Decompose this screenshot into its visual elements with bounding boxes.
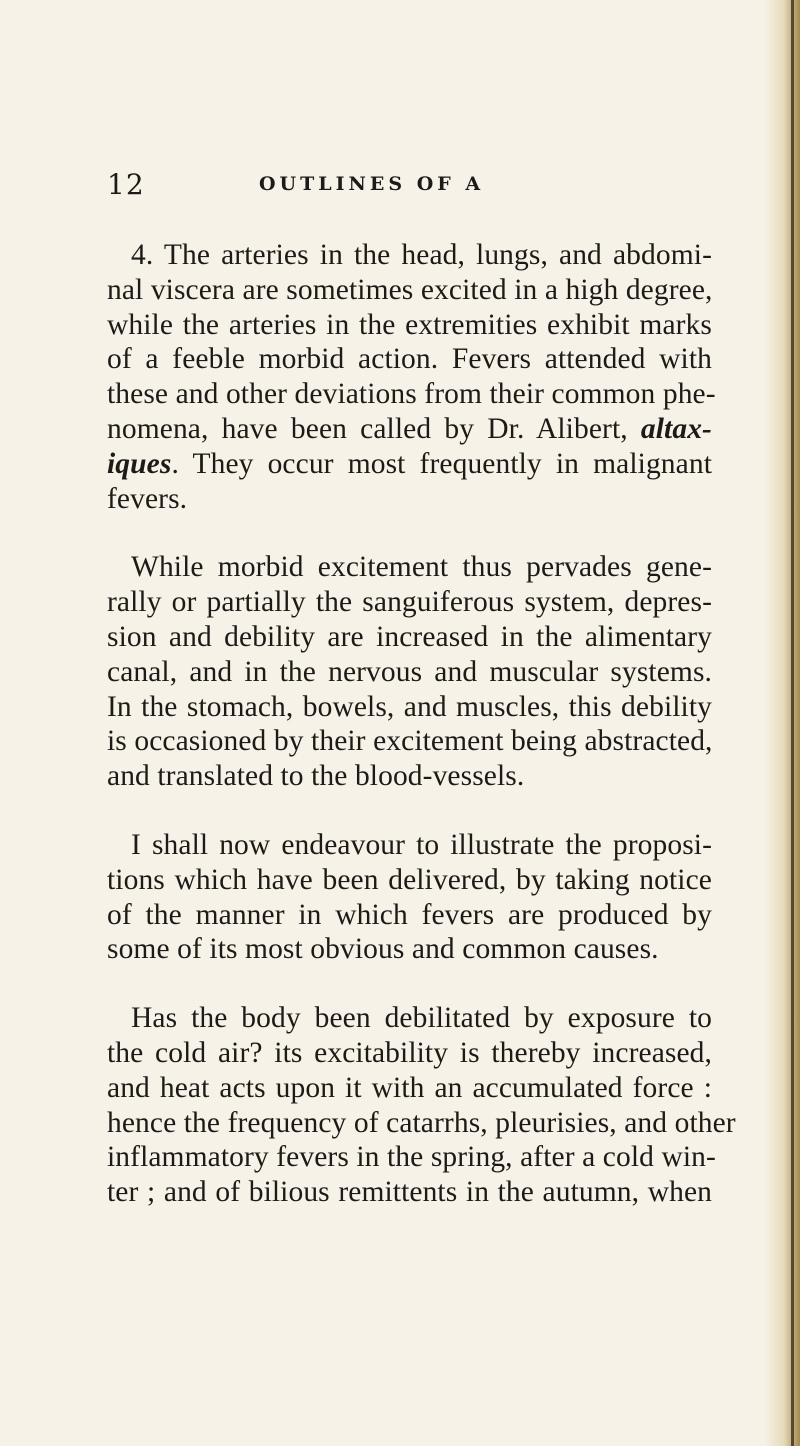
text-line: and heat acts upon it with an accumulated force : — [107, 1071, 712, 1104]
text-line: Has the body been debilitated by exposure to — [131, 1002, 712, 1035]
page-header — [107, 168, 707, 208]
text-line: the cold air? its excitability is thereby increased, — [107, 1036, 712, 1069]
running-title: OUTLINES OF A — [259, 173, 485, 195]
text-fragment: . They occur most frequently in malignant — [171, 447, 712, 480]
paragraph-propositions — [107, 828, 712, 967]
text-line-with-italic — [107, 447, 712, 482]
paragraph-cold-air — [107, 1001, 736, 1210]
text-line: 4. The arteries in the head, lungs, and abdomi- — [131, 239, 712, 271]
text-line: fevers. — [107, 482, 188, 515]
text-line: some of its most obvious and common causes. — [107, 933, 659, 966]
italic-term: altax- — [640, 412, 712, 445]
text-line: I shall now endeavour to illustrate the proposi- — [131, 828, 712, 861]
text-line: nal viscera are sometimes excited in a high degree, — [107, 273, 713, 306]
page-edge-shadow — [764, 0, 800, 1446]
text-line: of a feeble morbid action. Fevers attended with — [107, 343, 712, 376]
italic-term: iques — [107, 447, 172, 480]
text-line: hence the frequency of catarrhs, pleurisies, and other — [107, 1106, 736, 1139]
text-line: while the arteries in the extremities exhibit marks — [107, 308, 712, 341]
text-fragment: nomena, have been called by Dr. Alibert, — [107, 412, 628, 445]
body-text — [107, 238, 736, 1244]
text-line: rally or partially the sanguiferous system, depres- — [107, 586, 712, 619]
text-line: canal, and in the nervous and muscular systems. — [107, 655, 712, 688]
text-line: and translated to the blood-vessels. — [107, 760, 525, 793]
text-line: is occasioned by their excitement being abstracted, — [107, 725, 713, 758]
page-number: 12 — [107, 168, 145, 201]
paragraph-arteries — [107, 238, 716, 516]
text-line: of the manner in which fevers are produced by — [107, 898, 712, 931]
text-line-with-italic — [107, 412, 712, 447]
text-line: inflammatory fevers in the spring, after a cold win- — [107, 1141, 716, 1174]
text-line: tions which have been delivered, by taking notice — [107, 863, 712, 896]
text-line: sion and debility are increased in the alimentary — [107, 620, 712, 653]
text-line: these and other deviations from their common phe- — [107, 378, 716, 411]
text-line: While morbid excitement thus pervades gene- — [131, 551, 712, 584]
page-edge-binding — [791, 0, 794, 1446]
text-line: ter ; and of bilious remittents in the autumn, when — [107, 1176, 712, 1209]
paragraph-excitement — [107, 550, 712, 794]
text-line: In the stomach, bowels, and muscles, this debility — [107, 690, 712, 723]
